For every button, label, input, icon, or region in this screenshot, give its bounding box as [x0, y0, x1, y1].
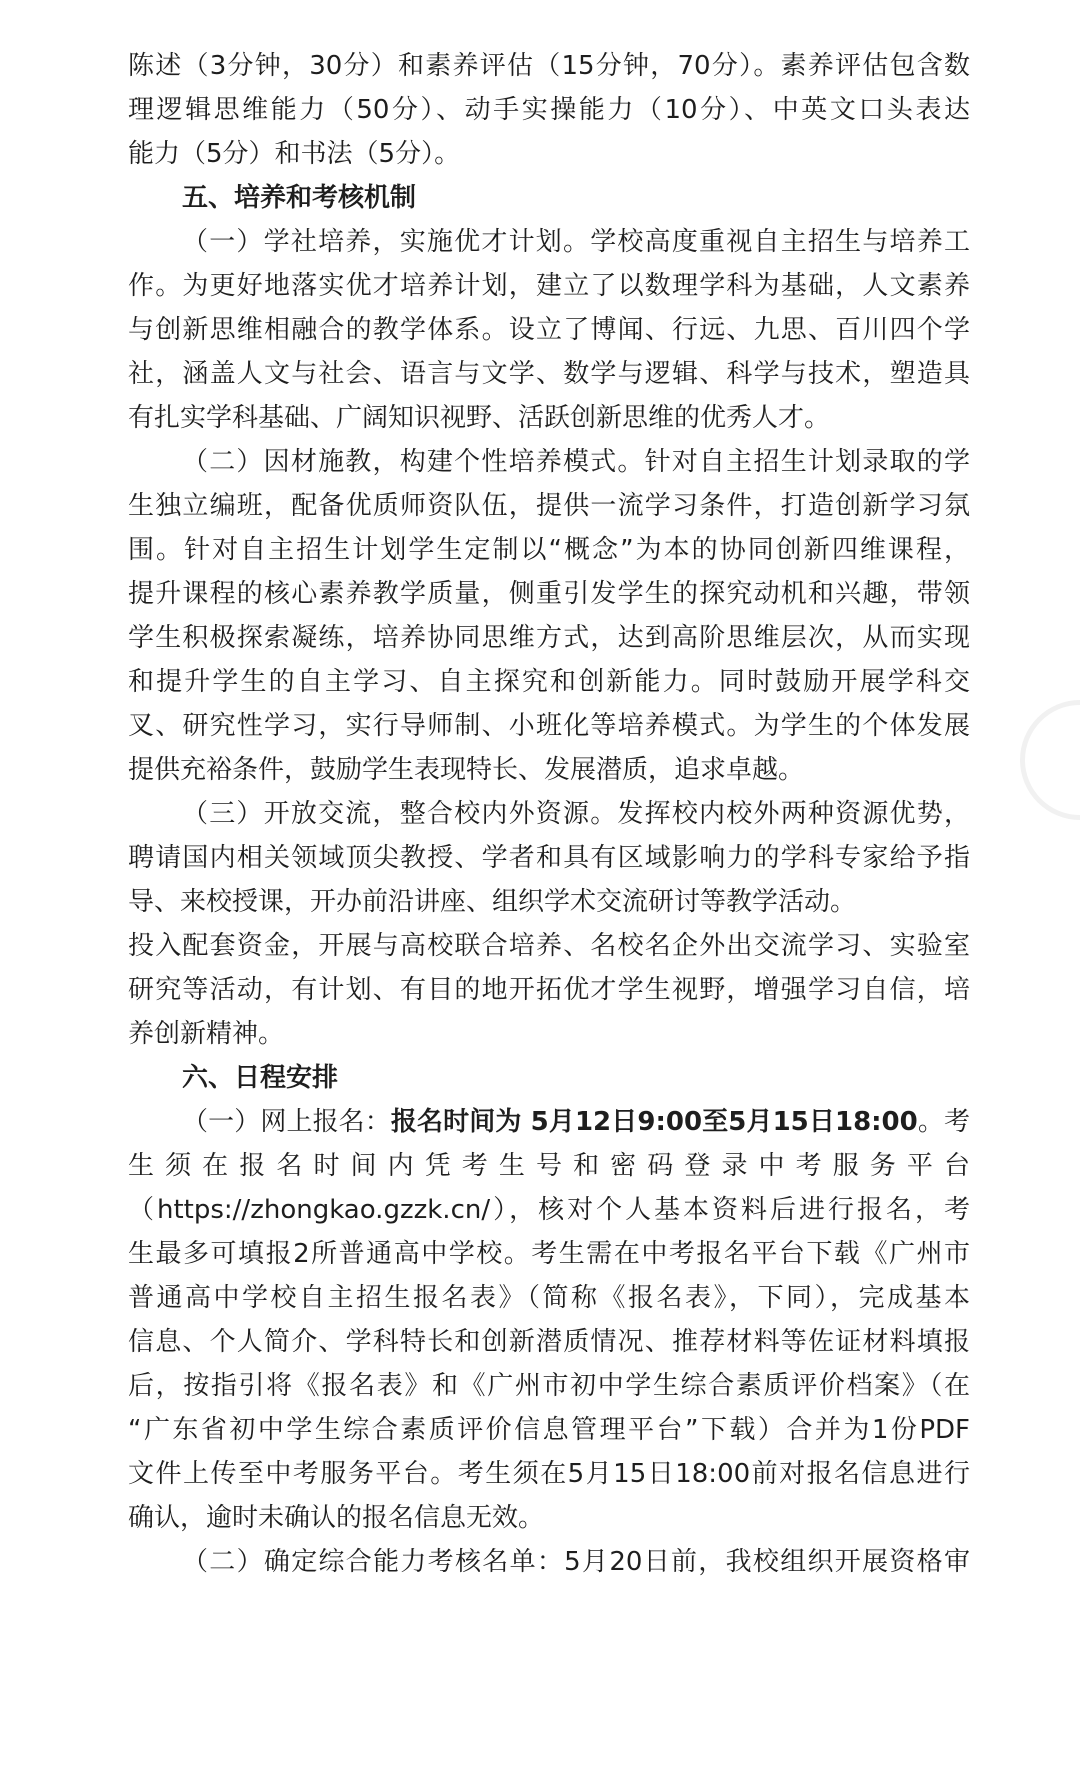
watermark-icon [1020, 700, 1080, 820]
body-line: 作。为更好地落实优才培养计划，建立了以数理学科为基础，人文素养 [128, 271, 970, 301]
body-line: 生须在报名时间内凭考生号和密码登录中考服务平台 [128, 1151, 970, 1181]
body-line: 文件上传至中考服务平台。考生须在5月15日18:00前对报名信息进行 [128, 1459, 970, 1489]
registration-line [182, 1098, 970, 1146]
website-url-line: （https://zhongkao.gzzk.cn/），核对个人基本资料后进行报名，考 [128, 1195, 970, 1225]
body-line: （三）开放交流，整合校内外资源。发挥校内校外两种资源优势， [182, 799, 970, 829]
registration-time: 报名时间为 5月12日9:00至5月15日18:00 [390, 1107, 918, 1137]
registration-lead: （一）网上报名： [182, 1107, 391, 1137]
body-line: 有扎实学科基础、广阔知识视野、活跃创新思维的优秀人才。 [128, 403, 831, 433]
body-line: 后，按指引将《报名表》和《广州市初中学生综合素质评价档案》（在 [128, 1371, 970, 1401]
body-line: 和提升学生的自主学习、自主探究和创新能力。同时鼓励开展学科交 [128, 667, 970, 697]
body-line: 生最多可填报2所普通高中学校。考生需在中考报名平台下载《广州市 [128, 1239, 970, 1269]
body-line: 与创新思维相融合的教学体系。设立了博闻、行远、九思、百川四个学 [128, 315, 970, 345]
section-heading-5: 五、培养和考核机制 [182, 183, 417, 213]
body-line: 普通高中学校自主招生报名表》（简称《报名表》，下同），完成基本 [128, 1283, 970, 1313]
body-line: 理逻辑思维能力（50分）、动手实操能力（10分）、中英文口头表达 [128, 95, 970, 125]
body-line: 提供充裕条件，鼓励学生表现特长、发展潜质，追求卓越。 [128, 755, 805, 785]
body-line: 信息、个人简介、学科特长和创新潜质情况、推荐材料等佐证材料填报 [128, 1327, 970, 1357]
body-line: 围。针对自主招生计划学生定制以“概念”为本的协同创新四维课程， [128, 535, 970, 565]
body-line: 提升课程的核心素养教学质量，侧重引发学生的探究动机和兴趣，带领 [128, 579, 970, 609]
body-line: （二）因材施教，构建个性培养模式。针对自主招生计划录取的学 [182, 447, 970, 477]
body-line: 研究等活动，有计划、有目的地开拓优才学生视野，增强学习自信，培 [128, 975, 970, 1005]
body-line: （一）学社培养，实施优才计划。学校高度重视自主招生与培养工 [182, 227, 970, 257]
section-heading-6: 六、日程安排 [182, 1063, 339, 1093]
body-line: 社，涵盖人文与社会、语言与文学、数学与逻辑、科学与技术，塑造具 [128, 359, 970, 389]
body-line: 导、来校授课，开办前沿讲座、组织学术交流研讨等教学活动。 [128, 887, 857, 917]
body-line: 聘请国内相关领域顶尖教授、学者和具有区域影响力的学科专家给予指 [128, 843, 970, 873]
body-line: 能力（5分）和书法（5分）。 [128, 139, 461, 169]
body-line: （二）确定综合能力考核名单：5月20日前，我校组织开展资格审 [182, 1547, 970, 1577]
body-line: “广东省初中学生综合素质评价信息管理平台”下载）合并为1份PDF [128, 1415, 970, 1445]
body-line: 陈述（3分钟，30分）和素养评估（15分钟，70分）。素养评估包含数 [128, 51, 970, 81]
registration-tail: 。考 [917, 1107, 970, 1137]
body-line: 养创新精神。 [128, 1019, 285, 1049]
body-line: 学生积极探索凝练，培养协同思维方式，达到高阶思维层次，从而实现 [128, 623, 970, 653]
body-line: 叉、研究性学习，实行导师制、小班化等培养模式。为学生的个体发展 [128, 711, 970, 741]
body-line: 生独立编班，配备优质师资队伍，提供一流学习条件，打造创新学习氛 [128, 491, 970, 521]
body-line: 确认，逾时未确认的报名信息无效。 [128, 1503, 545, 1533]
body-line: 投入配套资金，开展与高校联合培养、名校名企外出交流学习、实验室 [128, 931, 970, 961]
